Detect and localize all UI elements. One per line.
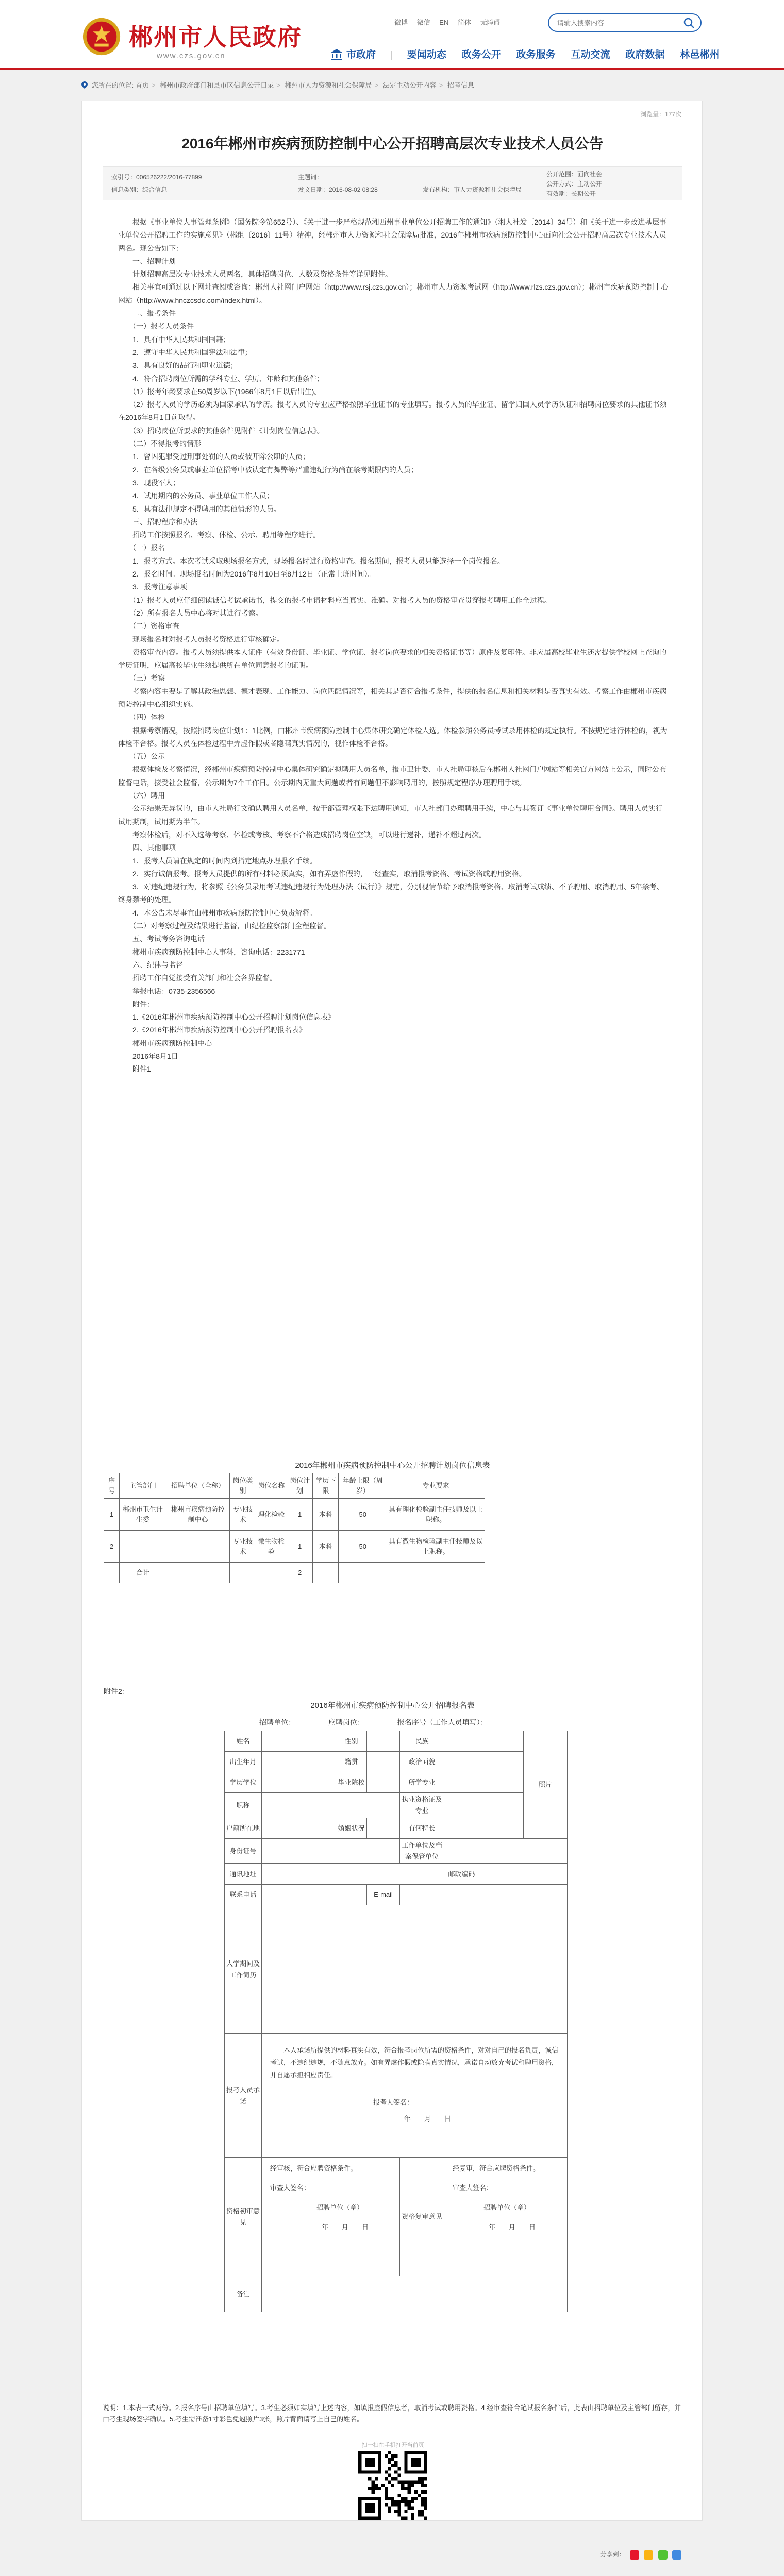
search-icon[interactable] [683,17,695,29]
article-paragraph: （一）报名 [118,544,165,552]
form-label: 民族 [400,1731,444,1752]
form-row [225,1885,568,1905]
table-body [104,1499,485,1583]
table-cell: 具有理化检验副主任技师及以上职称。 [387,1499,485,1531]
article-paragraph: （二）不得报考的情形 [118,439,201,448]
article-paragraph: 2．在各级公务员或事业单位招考中被认定有舞弊等严重违纪行为尚在禁考期限内的人员； [118,465,418,474]
nav-interaction[interactable]: 互动交流 [571,49,610,60]
table-cell: 郴州市卫生计生委 [120,1499,166,1531]
nav-label: 市政府 [346,49,376,60]
recheck-date: 年 月 日 [489,2223,536,2231]
national-emblem-icon [81,16,122,57]
form-label: 邮政编码 [444,1864,479,1885]
search-input[interactable] [557,18,676,28]
table-header-cell: 岗位名称 [256,1473,287,1499]
table-cell [230,1563,256,1583]
gender-field[interactable] [367,1731,400,1752]
nav-divider [391,51,392,60]
major-field[interactable] [444,1772,524,1793]
meta-value: 综合信息 [142,186,168,193]
table-header-cell: 年龄上限（周岁） [339,1473,387,1499]
form-row [225,2158,568,2276]
article-paragraph: 六、纪律与监督 [118,960,183,969]
qr-code-icon[interactable] [358,2451,427,2520]
article-paragraph: 郴州市疾病预防控制中心 [118,1039,212,1047]
article-paragraph: 根据《事业单位人事管理条例》（国务院令第652号）、《关于进一步严格规范湘西州事业单位公开招聘工作的通知》（湘人社发〔2014〕34号）和《关于进一步改进基层事业单位公开招聘工作的实施意见》（郴组〔2016〕11号）精神，经郴州市人力资源和社会保障局批准，2016年郴州市疾病预防控制中心面向社会公开招聘高层次专业技术人员两名。现公告如下： [118,218,667,252]
table-header-cell: 学历下限 [313,1473,339,1499]
form2-code-label: 报名序号（工作人员填写）： [397,1718,488,1726]
article-paragraph: 3．报考注意事项 [118,583,187,591]
table-header-cell: 主管部门 [120,1473,166,1499]
position-table [104,1473,485,1583]
share-bar [600,2550,681,2560]
meta-subject [298,172,323,182]
table-header-cell: 招聘单位（全称） [166,1473,230,1499]
meta-label: 发布机构： [423,186,454,193]
cert-field[interactable] [444,1793,524,1818]
article-paragraph: 招聘工作自觉接受有关部门和社会各界监督。 [118,974,277,982]
article-paragraph: 相关事宜可通过以下网址查阅或咨询：郴州人社网门户网站（http://www.rsj.czs.gov.cn）；郴州市人力资源考试网（http://www.rlzs.czs.gov.cn）；郴州市疾病预防控制中心网站（http://www.hnczcsdc.com/index.html）。 [118,283,669,304]
article-paragraph: （二）资格审查 [118,622,179,631]
hukou-field[interactable] [262,1818,336,1839]
unit-seal: 招聘单位（章） [316,2204,364,2211]
article-paragraph: （六）聘用 [118,791,165,800]
meta-label: 发文日期： [298,186,329,193]
weibo-link[interactable]: 微博 [394,19,408,26]
table1-caption: 2016年郴州市疾病预防控制中心公开招聘计划岗位信息表 [295,1461,490,1470]
article-paragraph: 招聘工作按照报名、考察、体检、公示、聘用等程序进行。 [118,531,320,539]
form-label: 执业资格证及专业 [400,1793,444,1818]
form-label: 资格复审意见 [400,2158,444,2276]
nav-open-government[interactable]: 政务公开 [461,49,501,60]
form-label: 资格初审意见 [225,2158,262,2276]
table-header-cell: 序号 [104,1473,120,1499]
table-cell [256,1563,287,1583]
meta-value: 2016-08-02 08:28 [329,186,378,193]
title-field[interactable] [262,1793,400,1818]
form2-post-label: 应聘岗位： [328,1718,364,1726]
table-cell: 2 [287,1563,312,1583]
form-label: 联系电话 [225,1885,262,1905]
school-field[interactable] [367,1772,400,1793]
search-box [548,13,702,32]
birth-field[interactable] [262,1752,336,1772]
meta-date [298,184,378,195]
breadcrumb [81,76,703,95]
table-cell: 微生物检验 [256,1531,287,1563]
article-paragraph: 1．报考方式。本次考试采取现场报名方式，现场报名时进行资格审查。报名期间，报考人员只能选择一个岗位报名。 [118,556,505,565]
table-cell: 专业技术 [230,1499,256,1531]
form-label: 工作单位及档案保管单位 [400,1839,444,1864]
table-cell: 合计 [120,1563,166,1583]
nav-news[interactable]: 要闻动态 [407,49,446,60]
article-paragraph: （1）报考年龄要求在50周岁以下(1966年8月1日以后出生)。 [118,387,322,396]
table-cell [104,1563,120,1583]
qr-label: 扫一扫在手机打开当前页 [361,2442,424,2448]
meta-label: 公开方式： [546,180,578,188]
native-field[interactable] [367,1752,400,1772]
idcard-field[interactable] [262,1839,400,1864]
breadcrumb-separator: > [374,81,378,89]
form-row [225,1793,568,1818]
table-cell: 本科 [313,1531,339,1563]
article-paragraph: 2.《2016年郴州市疾病预防控制中心公开招聘报名表》 [118,1026,306,1035]
article-paragraph: 5．具有法律规定不得聘用的其他情形的人员。 [118,504,281,513]
meta-label: 公开范围： [546,171,578,178]
form-note: 说明：1.本表一式两份。2.报名序号由招聘单位填写。3.考生必须如实填写上述内容，如填报虚假信息者，取消考试或聘用资格。4.经审查符合笔试报名条件后，此表由招聘单位及主管部门留存，并由考生现场签字确认。5.考生需准备1寸彩色免冠照片3张，照片背面请写上自己的姓名。 [103,2404,681,2423]
recheck-text: 经复审，符合应聘资格条件。 [453,2164,540,2172]
breadcrumb-hrss-bureau[interactable]: 郴州市人力资源和社会保障局 [285,81,372,89]
table-cell: 专业技术 [230,1531,256,1563]
address-field[interactable] [262,1864,444,1885]
meta-org [423,184,522,195]
meta-label: 信息类别： [111,186,143,193]
meta-label: 主题词： [298,174,323,181]
form2-caption: 2016年郴州市疾病预防控制中心公开招聘报名表 [310,1701,475,1710]
form-label: 政治面貌 [400,1752,444,1772]
article-paragraph: （3）招聘岗位所要求的其他条件见附件《计划岗位信息表》。 [118,426,324,435]
site-header [0,0,784,70]
article-paragraph: 根据体检及考察情况，经郴州市疾病预防控制中心集体研究确定拟聘用人员名单，报市卫计委、市人社局审核后在郴州人社网门户网站等相关官方网站上公示，同时公布监督电话，接受社会监督，公示期为7个工作日。公示期内无重大问题或者有问题但不影响聘用的，按照规定程序办理聘用手续。 [118,765,666,787]
degree-field[interactable] [262,1772,336,1793]
breadcrumb-recruitment[interactable]: 招考信息 [447,81,474,89]
meta-value: 长期公开 [571,190,596,197]
nav-government-services[interactable]: 政务服务 [516,49,556,60]
article-paragraph: 考察体检后，对不入选等考察、体检或考核、考察不合格造成招聘岗位空缺，可以进行递补，递补不超过两次。 [118,830,486,839]
form-row [225,1818,568,1839]
meta-value: 006526222/2016-77899 [136,174,202,181]
email-field[interactable] [400,1885,568,1905]
table-cell [166,1563,230,1583]
meta-index [111,172,202,182]
phone-field[interactable] [262,1885,367,1905]
article-paragraph: 1.《2016年郴州市疾病预防控制中心公开招聘计划岗位信息表》 [118,1013,335,1022]
form-label: 报考人员承诺 [225,2034,262,2158]
government-building-icon [330,48,343,61]
form2-subheader [259,1717,594,1727]
article-paragraph: 举报电话：0735-2356566 [118,987,215,995]
article-paragraph: 附件1 [118,1065,151,1074]
form-label: 职称 [225,1793,262,1818]
recheck-cell[interactable] [444,2158,568,2276]
article-paragraph: 4．符合招聘岗位所需的学科专业、学历、年龄和其他条件； [118,374,324,383]
article-paragraph: 3．现役军人； [118,478,180,487]
politics-field[interactable] [444,1752,524,1772]
table-cell: 2 [104,1531,120,1563]
top-tools [394,15,559,31]
article-paragraph: 2．实行诚信报考。报考人员提供的所有材料必须真实，如有弄虚作假的，一经查实，取消报考资格、考试资格或聘用资格。 [118,869,526,878]
form-label: 籍贯 [336,1752,367,1772]
form-row [225,1864,568,1885]
name-field[interactable] [262,1731,336,1752]
article-paragraph: 1．报考人员请在规定的时间内到指定地点办理报名手续。 [118,856,317,865]
form-row [225,1839,568,1864]
workunit-field[interactable] [444,1839,568,1864]
form-row [225,2034,568,2158]
breadcrumb-separator: > [151,81,156,89]
table-cell [166,1531,230,1563]
article-paragraph: 3．具有良好的品行和职业道德； [118,361,238,370]
article-paragraph: （2）所有报名人员中心将对其进行考察。 [118,608,263,617]
review-text: 经审核，符合应聘资格条件。 [270,2164,358,2172]
specialty-field[interactable] [444,1818,524,1839]
table-cell: 具有微生物检验副主任技师及以上职称。 [387,1531,485,1563]
weibo-share-icon[interactable] [630,2550,639,2560]
meta-category [111,184,167,195]
article-paragraph: 3．对违纪违规行为，将参照《公务员录用考试违纪违规行为处理办法（试行）》规定，分别视情节给予取消报考资格、取消考试成绩、不予聘用、取消聘用、5年禁考、终身禁考的处理。 [118,883,664,904]
article-paragraph: （一）报考人员条件 [118,322,194,331]
table-cell [120,1531,166,1563]
meta-term [546,189,596,199]
nation-field[interactable] [444,1731,524,1752]
form-row [225,1731,568,1752]
article-paragraph: 现场报名时对报考人员报考资格进行审核确定。 [118,635,284,643]
table-cell [313,1563,339,1583]
english-link[interactable]: EN [439,19,449,26]
main-nav [330,46,720,64]
form-label: E-mail [367,1885,400,1905]
meta-value: 主动公开 [577,180,603,188]
table-cell: 50 [339,1531,387,1563]
article-paragraph: 郴州市疾病预防控制中心人事科，咨询电话：2231771 [118,947,305,956]
article-title: 2016年郴州市疾病预防控制中心公开招聘高层次专业技术人员公告 [181,135,604,151]
table-row [104,1499,485,1531]
article-paragraph: 4．本公告未尽事宜由郴州市疾病预防控制中心负责解释。 [118,908,317,917]
meta-value: 面向社会 [577,171,603,178]
form-label: 大学期间及工作简历 [225,1905,262,2034]
form-row [225,1772,568,1793]
form-label: 婚姻状况 [336,1818,367,1839]
marital-field[interactable] [367,1818,400,1839]
review-date: 年 月 日 [322,2223,369,2231]
site-logo[interactable] [81,12,302,64]
meta-scope [546,169,602,179]
article-paragraph: 一、招聘计划 [118,257,176,265]
table-cell: 50 [339,1499,387,1531]
article-paragraph: （2）报考人员的学历必须为国家承认的学历。报考人员的专业应严格按照毕业证书的专业填写。报考人员的毕业证、留学归国人员学历认证和招聘岗位要求的其他证书须在2016年8月1日前取得。 [118,400,667,422]
wechat-link[interactable]: 微信 [416,19,430,26]
form-photo-cell[interactable]: 照片 [524,1731,568,1839]
article-panel [81,101,703,2558]
table-header-cell: 专业要求 [387,1473,485,1499]
form-label: 备注 [225,2276,262,2312]
share-label: 分享到： [600,2551,625,2558]
table-cell [339,1563,387,1583]
form-label: 姓名 [225,1731,262,1752]
nav-government-data[interactable]: 政府数据 [625,49,665,60]
form-label: 户籍所在地 [225,1818,262,1839]
application-form [224,1731,568,2312]
review-cell[interactable] [262,2158,400,2276]
article-paragraph: 1．曾因犯罪受过刑事处罚的人员或被开除公职的人员； [118,452,310,461]
table-cell: 理化检验 [256,1499,287,1531]
article-paragraph: 2016年8月1日 [118,1052,178,1060]
article-paragraph: 2．报名时间。现场报名时间为2016年8月10日至8月12日（正常上班时间）。 [118,570,375,579]
table-row [104,1531,485,1563]
simplified-link[interactable]: 简体 [457,19,471,26]
form-label: 身份证号 [225,1839,262,1864]
wechat-share-icon[interactable] [658,2550,668,2560]
promise-date: 年 月 日 [404,2115,452,2123]
breadcrumb-home[interactable]: 首页 [135,81,149,89]
meta-label: 有效期： [546,190,572,197]
article-paragraph: 资格审查内容。报考人员须提供本人证件（有效身份证、毕业证、学位证、报考岗位要求的相关资格证书等）原件及复印件。非应届高校毕业生还需提供学校网上查询的学历证明，应届高校毕业生须提供所在单位同意报考的证明。 [118,648,666,670]
form-row [225,1752,568,1772]
article-paragraph: （二）对考察过程及结果进行监督，由纪检监察部门全程监督。 [118,922,331,930]
form-label: 有何特长 [400,1818,444,1839]
table-cell: 本科 [313,1499,339,1531]
article-paragraph: 2．遵守中华人民共和国宪法和法律； [118,348,252,357]
article-paragraph: 二、报考条件 [118,309,176,318]
meta-label: 索引号： [111,174,137,181]
promise-cell[interactable] [262,2034,568,2158]
table-header-cell: 岗位类别 [230,1473,256,1499]
breadcrumb-catalog[interactable]: 郴州市政府部门和县市区信息公开目录 [160,81,274,89]
table-header-row [104,1473,485,1499]
article-paragraph: 附件： [118,999,154,1008]
postcode-field[interactable] [479,1864,568,1885]
accessibility-link[interactable]: 无障碍 [480,19,501,26]
form-row [225,1905,568,2034]
qr-block [349,2441,437,2528]
article-paragraph: 三、招聘程序和办法 [118,517,197,526]
table-header-cell: 岗位计划 [287,1473,312,1499]
article-paragraph: （三）考察 [118,674,165,683]
site-url: www.czs.gov.cn [157,52,226,60]
article-paragraph: 四、其他事项 [118,843,176,852]
article-paragraph: 4．试用期内的公务员、事业单位工作人员； [118,492,274,500]
article-paragraph: 1．具有中华人民共和国国籍； [118,335,230,344]
article-paragraph: （五）公示 [118,752,165,761]
meta-mode [546,179,602,189]
nav-city-government[interactable] [330,46,376,64]
breadcrumb-statutory-content[interactable]: 法定主动公开内容 [382,81,437,89]
resume-field[interactable] [262,1905,568,2034]
nav-linyi-chenzhou[interactable]: 林邑郴州 [680,49,720,60]
article-paragraph: 根据考察情况，按照招聘岗位计划1：1比例，由郴州市疾病预防控制中心集体研究确定体检人选。体检参照公务员考试录用体检的规定执行。不按规定进行体检的，视为体检不合格。报考人员在体检过程中弄虚作假或者隐瞒真实情况的，视作体检不合格。 [118,726,668,748]
rechecker-sign: 审查人签名： [453,2184,493,2192]
site-name: 郴州市人民政府 [129,24,302,50]
meta-value: 市人力资源和社会保障局 [454,186,522,193]
table-cell: 1 [287,1499,312,1531]
form2-unit-label: 招聘单位： [259,1718,295,1726]
article-paragraph: 计划招聘高层次专业技术人员两名，具体招聘岗位、人数及资格条件等详见附件。 [118,270,392,279]
form-label: 性别 [336,1731,367,1752]
table-cell: 1 [104,1499,120,1531]
promise-sign: 报考人签名： [373,2098,414,2106]
promise-text: 本人承诺所提供的材料真实有效，符合报考岗位所需的资格条件，对对自己的报名负责，诚信考试，不违纪违规，不随意放弃。如有弄虚作假或隐瞒真实情况，承诺自动放弃考试和聘用资格，并自愿承担相应责任。 [270,2046,559,2079]
breadcrumb-separator: > [439,81,443,89]
view-count: 浏览量：177次 [640,111,681,118]
attachment2-label: 附件2： [104,1687,129,1696]
qzone-share-icon[interactable] [644,2550,653,2560]
location-pin-icon [81,81,88,89]
form-row [225,2276,568,2312]
table-cell: 郴州市疾病预防控制中心 [166,1499,230,1531]
reviewer-sign: 审查人签名： [270,2184,311,2192]
table-cell [387,1563,485,1583]
article-meta [103,166,682,200]
breadcrumb-separator: > [276,81,280,89]
table-cell: 1 [287,1531,312,1563]
form-label: 学历学位 [225,1772,262,1793]
article-paragraph: （1）报考人员应仔细阅读诚信考试承诺书，提交的报考申请材料应当真实、准确。对报考人员的资格审查贯穿报考聘用工作全过程。 [118,596,552,604]
breadcrumb-label: 您所在的位置: [91,81,134,89]
more-share-icon[interactable] [672,2550,681,2560]
form-label: 出生年月 [225,1752,262,1772]
recheck-seal: 招聘单位（章） [483,2204,531,2211]
remark-field[interactable] [262,2276,568,2312]
article-paragraph: 公示结果无异议的，由市人社局行文确认聘用人员名单，按干部管理权限下达聘用通知，市人社部门办理聘用手续，中心与其签订《事业单位聘用合同》。聘用人员实行试用期制，试用期为半年。 [118,804,663,826]
form-label: 通讯地址 [225,1864,262,1885]
article-paragraph: 五、考试考务咨询电话 [118,935,205,943]
form-label: 所学专业 [400,1772,444,1793]
article-paragraph: （四）体检 [118,713,165,722]
form-label: 毕业院校 [336,1772,367,1793]
table-row [104,1563,485,1583]
article-body [118,216,670,1076]
article-paragraph: 考察内容主要是了解其政治思想、德才表现、工作能力、岗位匹配情况等，相关其是否符合报考条件，提供的报名信息和相关材料是否真实有效。考察工作由郴州市疾病预防控制中心组织实施。 [118,687,666,708]
